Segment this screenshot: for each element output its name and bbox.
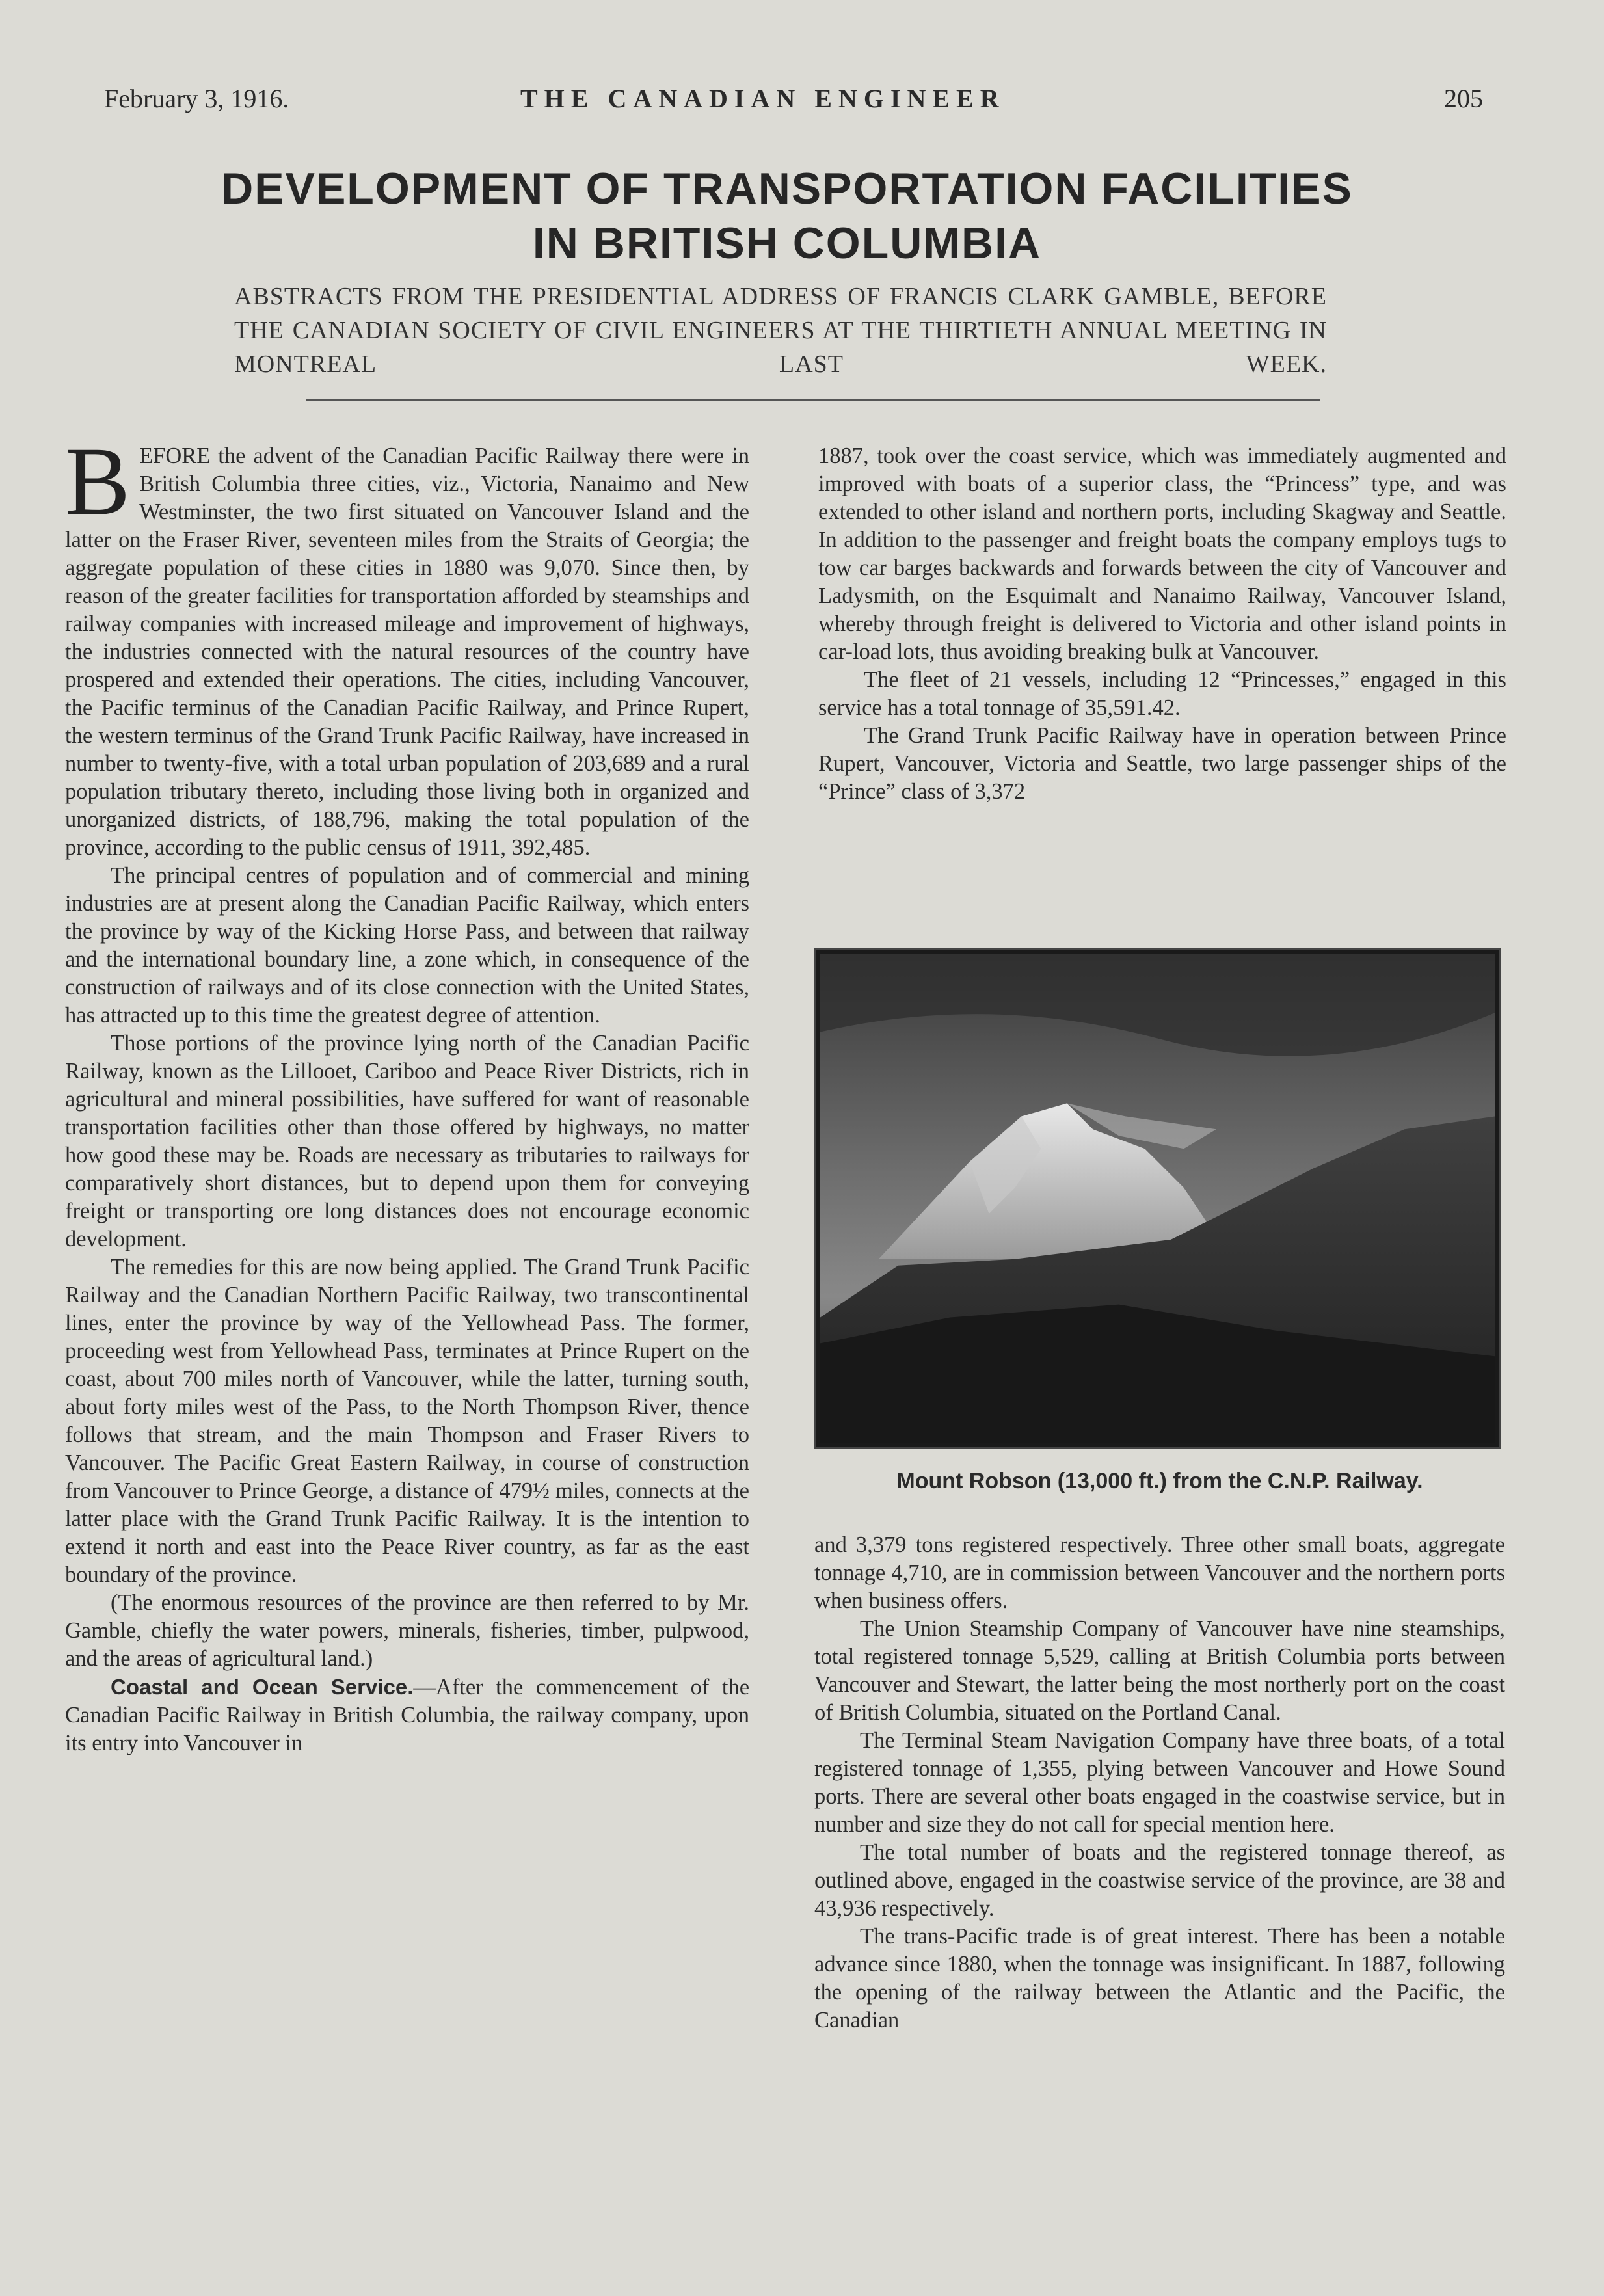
article-title	[78, 161, 1496, 271]
paragraph: The fleet of 21 vessels, including 12 “Princesses,” engaged in this service has a total tonnage of 35,591.42.	[818, 667, 1506, 720]
issue-date: February 3, 1916.	[104, 84, 289, 113]
article-abstract: ABSTRACTS FROM THE PRESIDENTIAL ADDRESS OF FRANCIS CLARK GAMBLE, BEFORE THE CANADIAN SOCIETY OF CIVIL ENGINEERS AT THE THIRTIETH ANNUAL MEETING IN MONTREAL LAST WEEK.	[234, 283, 1327, 378]
paragraph: The total number of boats and the registered tonnage thereof, as outlined above, engaged in the coastwise service of the province, are 38 and 43,936 respectively.	[814, 1840, 1505, 1921]
paragraph	[65, 427, 749, 862]
journal-name: THE CANADIAN ENGINEER	[520, 84, 1006, 113]
article-title-line-1: DEVELOPMENT OF TRANSPORTATION FACILITIES	[221, 164, 1353, 213]
paragraph-text: EFORE the advent of the Canadian Pacific Railway there were in British Columbia three cities, viz., Victoria, Nanaimo and New Westminster, the two first situated on Vancouver Island and the latter on the Fraser River, seventeen miles from the Straits of Georgia; the aggregate population of these cities in 1880 was 9,070. Since then, by reason of the greater facilities for transportation afforded by steamships and railway companies with increased mileage and improvement of highways, the industries connected with the natural resources of the country have prospered and extended their operations. The cities, including Vancouver, the Pacific terminus of the Canadian Pacific Railway, and Prince Rupert, the western terminus of the Grand Trunk Pacific Railway, have increased in number to twenty-five, with a total urban population of 203,689 and a rural population tributary thereto, including those living both in organized and unorganized districts, of 188,796, making the total population of the province, according to the public census of 1911, 392,485.	[65, 444, 749, 860]
section-heading: Coastal and Ocean Service.	[111, 1675, 414, 1699]
mount-robson-image	[820, 954, 1495, 1443]
paragraph: The trans-Pacific trade is of great interest. There has been a notable advance since 1880, when the tonnage was insignificant. In 1887, following the opening of the railway between the Atlantic and the Pacific, the Canadian	[814, 1924, 1505, 2033]
paragraph: The Union Steamship Company of Vancouver have nine steamships, total registered tonnage 5,529, calling at British Columbia ports between Vancouver and Stewart, the latter being the most northerly port on the coast of British Columbia, situated on the Portland Canal.	[814, 1616, 1505, 1725]
paragraph: The Grand Trunk Pacific Railway have in operation between Prince Rupert, Vancouver, Victoria and Seattle, two large passenger ships of the “Prince” class of 3,372	[818, 723, 1506, 804]
paragraph: The principal centres of population and of commercial and mining industries are at present along the Canadian Pacific Railway, which enters the province by way of the Kicking Horse Pass, and between that railway and the international boundary line, a zone which, in consequence of the construction of railways and of its close connection with the United States, has attracted up to this time the greatest degree of attention.	[65, 863, 749, 1028]
paragraph: The Terminal Steam Navigation Company have three boats, of a total registered tonnage of 1,355, plying between Vancouver and Howe Sound ports. There are several other boats engaged in the coastwise service, but in number and size they do not call for special mention here.	[814, 1728, 1505, 1837]
paragraph: The remedies for this are now being applied. The Grand Trunk Pacific Railway and the Canadian Northern Pacific Railway, two transcontinental lines, enter the province by way of the Yellowhead Pass. The former, proceeding west from Yellowhead Pass, terminates at Prince Rupert on the coast, about 700 miles north of Vancouver, while the latter, turning south, about forty miles west of the Pass, to the North Thompson River, thence follows that stream, and the main Thompson and Fraser Rivers to Vancouver. The Pacific Great Eastern Railway, in course of construction from Vancouver to Prince George, a distance of 479½ miles, connects at the latter place with the Grand Trunk Pacific Railway. It is the intention to extend it north and east into the Peace River country, as far as the east boundary of the province.	[65, 1255, 749, 1587]
right-column-top	[818, 442, 1506, 806]
photo-caption: Mount Robson (13,000 ft.) from the C.N.P. Railway.	[896, 1469, 1423, 1493]
right-column-bottom	[814, 1531, 1505, 2035]
paragraph: 1887, took over the coast service, which was immediately augmented and improved with boats of a superior class, the “Princess” type, and was extended to other island and northern ports, including Skagway and Seattle. In addition to the passenger and freight boats the company employs tugs to tow car barges backwards and forwards between the city of Vancouver and Ladysmith, on the Esquimalt and Nanaimo Railway, Vancouver Island, whereby through freight is delivered to Victoria and other island points in car-load lots, thus avoiding breaking bulk at Vancouver.	[818, 444, 1506, 664]
paragraph: Those portions of the province lying north of the Canadian Pacific Railway, known as the Lillooet, Cariboo and Peace River Districts, rich in agricultural and mineral possibilities, have suffered for want of reasonable transportation facilities other than those offered by highways, no matter how good these may be. Roads are necessary as tributaries to railways for comparatively short distances, but to depend upon them for conveying freight or transporting ore long distances does not encourage economic development.	[65, 1031, 749, 1251]
paragraph: and 3,379 tons registered respectively. Three other small boats, aggregate tonnage 4,710, are in commission between Vancouver and the northern ports when business offers.	[814, 1532, 1505, 1613]
paragraph	[65, 1673, 749, 1757]
running-header	[104, 83, 1483, 129]
page-number: 205	[1444, 84, 1483, 113]
article-title-line-2: IN BRITISH COLUMBIA	[532, 219, 1042, 268]
title-rule	[306, 399, 1320, 401]
paragraph-text: —After the commencement of the Canadian Pacific Railway in British Columbia, the railway company, upon its entry into Vancouver in	[65, 1675, 750, 1755]
left-column	[65, 427, 750, 1757]
mountain-photograph	[814, 948, 1501, 1449]
paragraph: (The enormous resources of the province are then referred to by Mr. Gamble, chiefly the water powers, minerals, fisheries, timber, pulpwood, and the areas of agricultural land.)	[65, 1590, 749, 1671]
drop-cap: B	[65, 427, 131, 535]
